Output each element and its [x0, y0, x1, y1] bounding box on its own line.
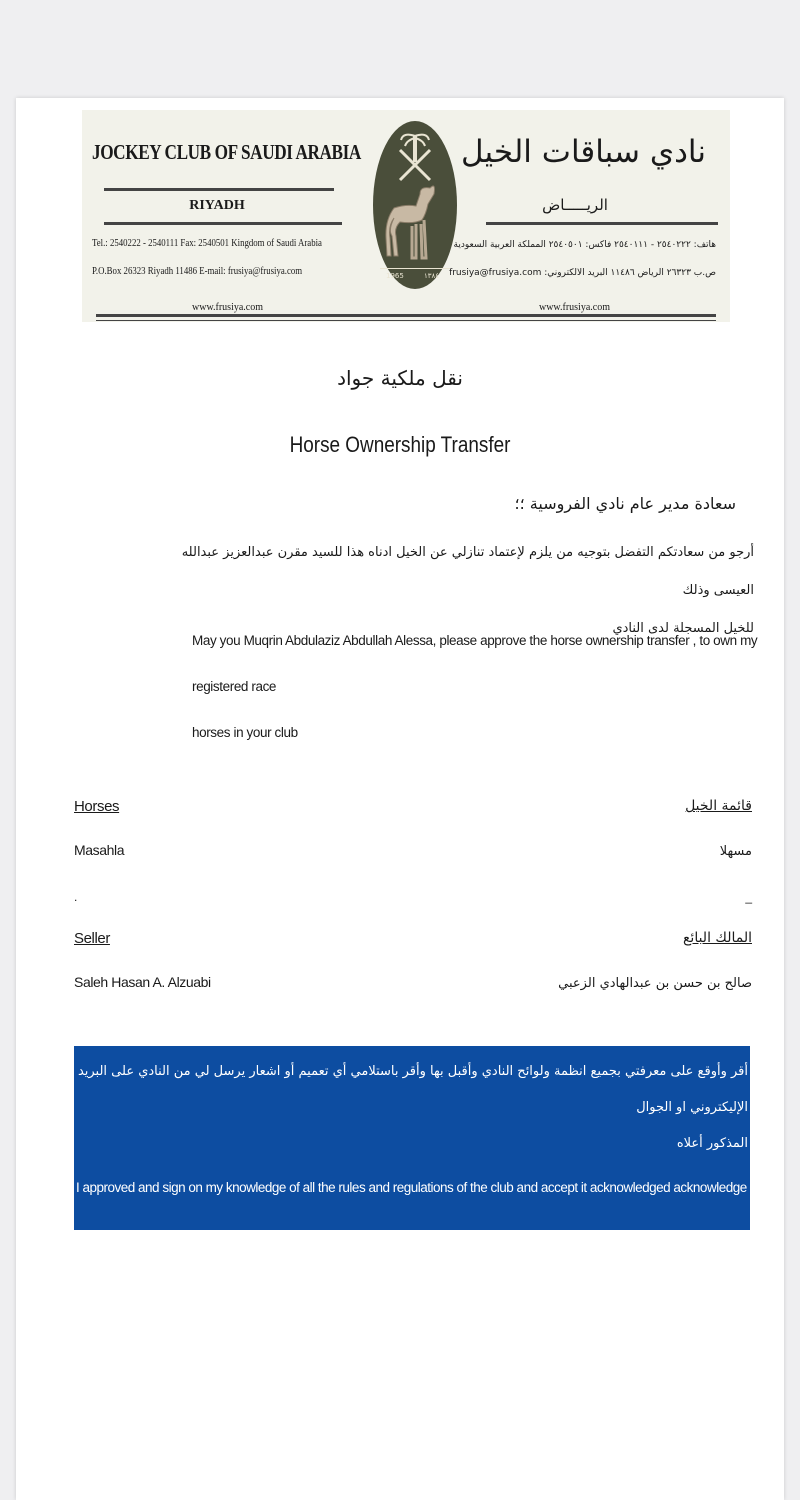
- acknowledgement-arabic: [74, 1054, 748, 1162]
- letterhead-bottom-rule-thin: [96, 320, 716, 321]
- empty-row-marker-english: .: [74, 890, 78, 904]
- document-title-english: Horse Ownership Transfer: [289, 432, 511, 457]
- request-line-arabic: للخيل المسجلة لدى النادي: [612, 621, 754, 636]
- address-line-arabic: ص.ب ٢٦٣٢٣ الرياض ١١٤٨٦ البريد الالكتروني: frusiya@frusiya.com: [449, 268, 716, 278]
- document-page: [16, 98, 784, 1500]
- request-line-english: May you Muqrin Abdulaziz Abdullah Alessa, please approve the horse ownership transfer , to own my registered race: [192, 633, 758, 694]
- seller-name-english: Saleh Hasan A. Alzuabi: [74, 974, 211, 990]
- acknowledgement-line-english: any generalization or notice sent to me from the club's e-mail or mobile mentioned above.: [76, 1276, 566, 1291]
- acknowledgement-line-english: I approved and sign on my knowledge of all the rules and regulations of the club and accept it acknowledged acknowledge receipt of: [76, 1180, 747, 1243]
- acknowledgement-english: [74, 1164, 750, 1308]
- club-name-english: JOCKEY CLUB OF SAUDI ARABIA: [92, 140, 361, 164]
- address-line-english: P.O.Box 26323 Riyadh 11486 E-mail: frusiya@frusiya.com: [92, 266, 303, 277]
- website-english: www.frusiya.com: [192, 302, 264, 313]
- acknowledgement-line-arabic: أقر وأوقع على معرفتي بجميع انظمة ولوائح النادي وأقبل بها وأقر باستلامي أي تعميم أو اشعار يرسل لي من النادي على البريد الإليكتروني او الجوال: [77, 1064, 748, 1115]
- seller-label-arabic: المالك البائع: [682, 930, 752, 946]
- letterhead-divider: [486, 222, 718, 225]
- horses-label-english: Horses: [74, 798, 120, 815]
- emblem-year-right: ١٣٨٤: [424, 272, 440, 280]
- club-name-arabic: نادي سباقات الخيل: [461, 134, 706, 170]
- addressee-arabic: سعادة مدير عام نادي الفروسية ؛؛: [514, 494, 736, 513]
- seller-name-arabic: صالح بن حسن بن عبدالهادي الزعبي: [558, 976, 752, 991]
- seller-label-english: Seller: [74, 930, 110, 947]
- contact-line-arabic: هاتف: ٢٥٤٠٢٢٢ - ٢٥٤٠١١١ فاكس: ٢٥٤٠٥٠١ المملكة العربية السعودية: [453, 240, 716, 250]
- request-paragraph-english: [192, 618, 772, 756]
- emblem-year-left: 1965: [386, 272, 404, 280]
- letterhead: [82, 110, 730, 322]
- jockey-club-horse-emblem-icon: [372, 120, 458, 290]
- empty-row-marker-arabic: _: [745, 890, 752, 904]
- contact-line-english: Tel.: 2540222 - 2540111 Fax: 2540501 Kingdom of Saudi Arabia: [92, 238, 322, 249]
- acknowledgement-notice: [74, 1046, 750, 1291]
- horse-name-english: Masahla: [74, 842, 125, 858]
- document-title-arabic: نقل ملكية جواد: [337, 366, 463, 390]
- horses-label-arabic: قائمة الخيل: [685, 798, 752, 814]
- acknowledgement-line-arabic: المذكور أعلاه: [676, 1136, 748, 1151]
- request-line-arabic: أرجو من سعادتكم التفضل بتوجيه من يلزم لإعتماد تنازلي عن الخيل ادناه هذا للسيد مقرن عبدالعزيز عبدالله العيسى وذلك: [181, 545, 754, 598]
- letterhead-divider: [104, 222, 342, 225]
- horse-name-arabic: مسهلا: [719, 844, 752, 859]
- club-city-arabic: الريـــــاض: [542, 196, 608, 214]
- letterhead-bottom-rule: [96, 314, 716, 317]
- request-line-english: horses in your club: [192, 725, 298, 740]
- club-city-english: RIYADH: [189, 198, 245, 213]
- website-arabic: www.frusiya.com: [538, 302, 610, 313]
- letterhead-divider: [104, 188, 334, 191]
